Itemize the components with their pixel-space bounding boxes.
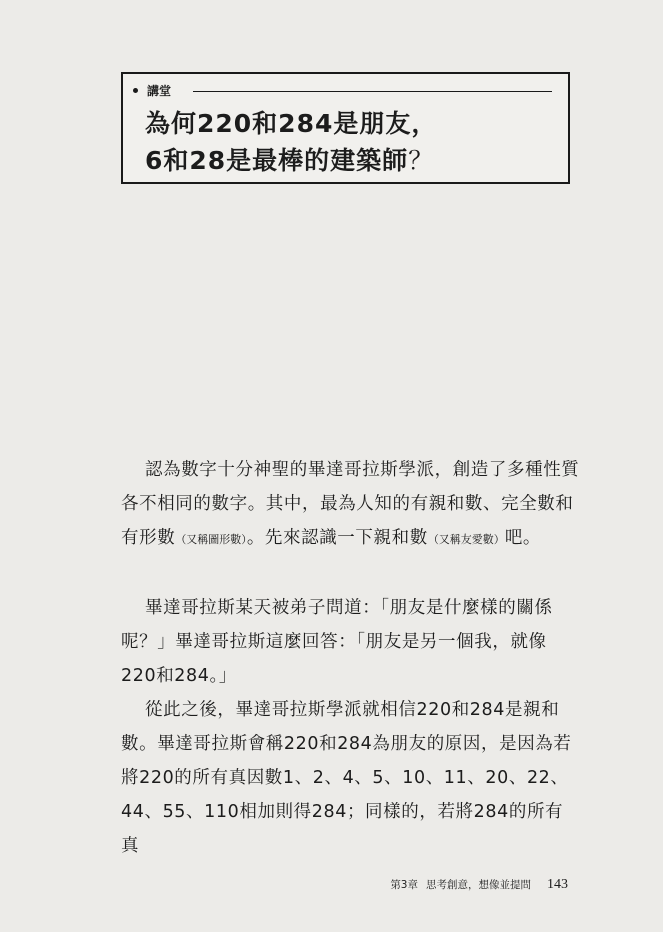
title-line-2-text: 6和28是最棒的建築師 (145, 146, 409, 175)
title-question-mark: ？ (408, 146, 435, 175)
intro-line-1: 認為數字十分神聖的畢達哥拉斯學派，創造了多種性質 (145, 460, 580, 480)
page-number: 143 (547, 877, 568, 892)
story-line-7: 44、55、110相加則得284；同樣的，若將284的所有真 (121, 802, 564, 856)
bullet-dot-icon (133, 88, 138, 93)
story-paragraphs (121, 591, 581, 863)
note-figurate: （又稱圖形數） (175, 533, 247, 546)
story-line-5: 數。畢達哥拉斯會稱220和284為朋友的原因，是因為若 (121, 734, 572, 754)
story-line-1: 畢達哥拉斯某天被弟子問道：「朋友是什麼樣的關係 (145, 598, 553, 618)
story-line-4: 從此之後，畢達哥拉斯學派就相信220和284是親和 (145, 700, 560, 720)
intro-line-3-b: 。先來認識一下親和數 (246, 528, 428, 548)
story-line-2: 呢？」畢達哥拉斯這麼回答：「朋友是另一個我，就像 (121, 632, 547, 652)
title-box (121, 72, 570, 184)
title-line-2 (145, 142, 437, 179)
intro-paragraph (121, 453, 581, 557)
section-kicker: 講堂 (147, 84, 172, 98)
title-line-1: 為何220和284是朋友， (145, 109, 438, 138)
story-line-6: 將220的所有真因數1、2、4、5、10、11、20、22、 (121, 768, 569, 788)
kicker-row (133, 83, 552, 99)
page-footer (390, 877, 568, 893)
footer-section: 思考創意，想像並提問 (426, 879, 531, 891)
page-title (145, 105, 437, 179)
note-amicable: （又稱友愛數） (427, 533, 505, 546)
story-line-3: 220和284。」 (121, 666, 237, 686)
intro-line-3-c: 吧。 (504, 528, 542, 548)
kicker-rule (193, 91, 552, 92)
footer-chapter: 第3章 (390, 879, 418, 891)
intro-line-2: 各不相同的數字。其中，最為人知的有親和數、完全數和 (121, 494, 574, 514)
intro-line-3-a: 有形數 (121, 528, 176, 548)
intro-line-3 (121, 521, 581, 557)
